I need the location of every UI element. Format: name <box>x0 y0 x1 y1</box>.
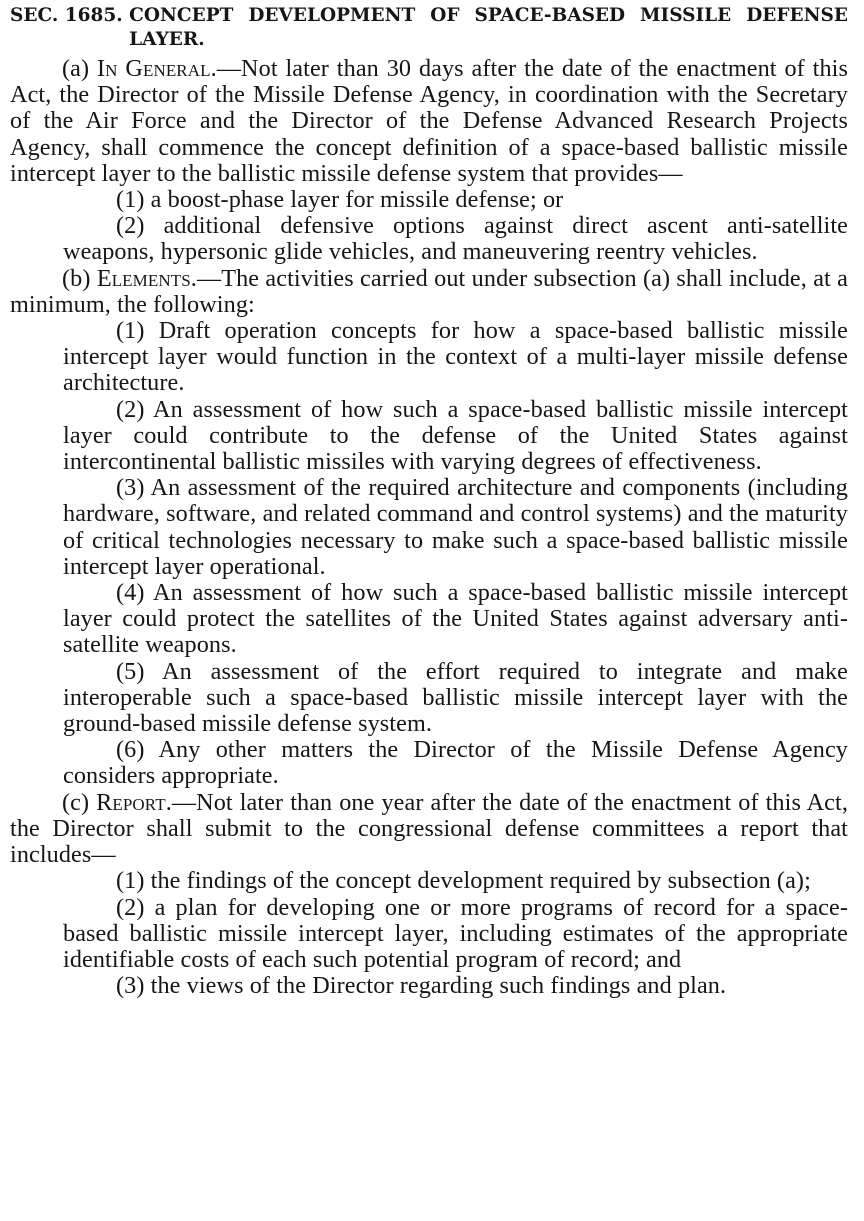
subsection-a-marker: (a) <box>62 55 90 82</box>
section-title: CONCEPT DEVELOPMENT OF SPACE-BASED MISSILE DEFENSE LAYER. <box>129 5 848 50</box>
subsection-b-text: .—The activities carried out under subsection (a) shall include, at a minimum, the following: <box>10 264 849 318</box>
subsection-b-item-4: (4) An assessment of how such a space-based ballistic missile intercept layer could protect the satellites of the United States against adversary anti-satellite weapons. <box>63 579 848 659</box>
subsection-c-item-2: (2) a plan for developing one or more programs of record for a space-based ballistic missile intercept layer, including estimates of the appropriate identifiable costs of each such potential program of record; and <box>63 893 848 973</box>
subsection-c-heading: Report <box>96 788 166 816</box>
subsection-b-marker: (b) <box>62 264 91 292</box>
subsection-b-item-5: (5) An assessment of the effort required to integrate and make interoperable such a space-based ballistic missile intercept layer with the ground-based missile defense system. <box>63 657 848 738</box>
section-heading <box>10 4 848 52</box>
subsection-b-item-2: (2) An assessment of how such a space-based ballistic missile intercept layer could contribute to the defense of the United States against intercontinental ballistic missiles with varying degrees of effectiveness. <box>63 395 848 476</box>
subsection-b-item-6: (6) Any other matters the Director of the Missile Defense Agency considers appropriate. <box>63 736 848 790</box>
subsection-b <box>10 266 848 318</box>
subsection-a <box>10 56 848 187</box>
subsection-a-item-2: (2) additional defensive options against direct ascent anti-satellite weapons, hypersonic glide vehicles, and maneuvering reentry vehicles. <box>63 212 848 266</box>
subsection-c-marker: (c) <box>62 788 90 816</box>
subsection-a-text: .—Not later than 30 days after the date of the enactment of this Act, the Director of the Missile Defense Agency, in coordination with the Secretary of the Air Force and the Director of the Defense Advanced Research Projects Agency, shall commence the concept definition of a space-based ballistic missile intercept layer to the ballistic missile defense system that provides— <box>10 55 848 187</box>
subsection-a-heading: In General <box>97 55 211 82</box>
subsection-c <box>10 790 848 869</box>
subsection-c-item-1: (1) the findings of the concept development required by subsection (a); <box>116 867 811 895</box>
subsection-b-item-3: (3) An assessment of the required architecture and components (including hardware, software, and related command and control systems) and the maturity of critical technologies necessary to make such a space-based ballistic missile intercept layer operational. <box>63 474 848 580</box>
subsection-a-item-1: (1) a boost-phase layer for missile defense; or <box>116 186 564 214</box>
section-number: SEC. 1685. <box>10 5 123 26</box>
subsection-b-item-1: (1) Draft operation concepts for how a space-based ballistic missile intercept layer would function in the context of a multi-layer missile defense architecture. <box>63 317 848 397</box>
subsection-c-item-3: (3) the views of the Director regarding such findings and plan. <box>116 972 727 1000</box>
subsection-b-heading: Elements <box>96 264 191 292</box>
subsection-c-text: .—Not later than one year after the date of the enactment of this Act, the Director shall submit to the congressional defense committees a report that includes— <box>10 788 848 869</box>
